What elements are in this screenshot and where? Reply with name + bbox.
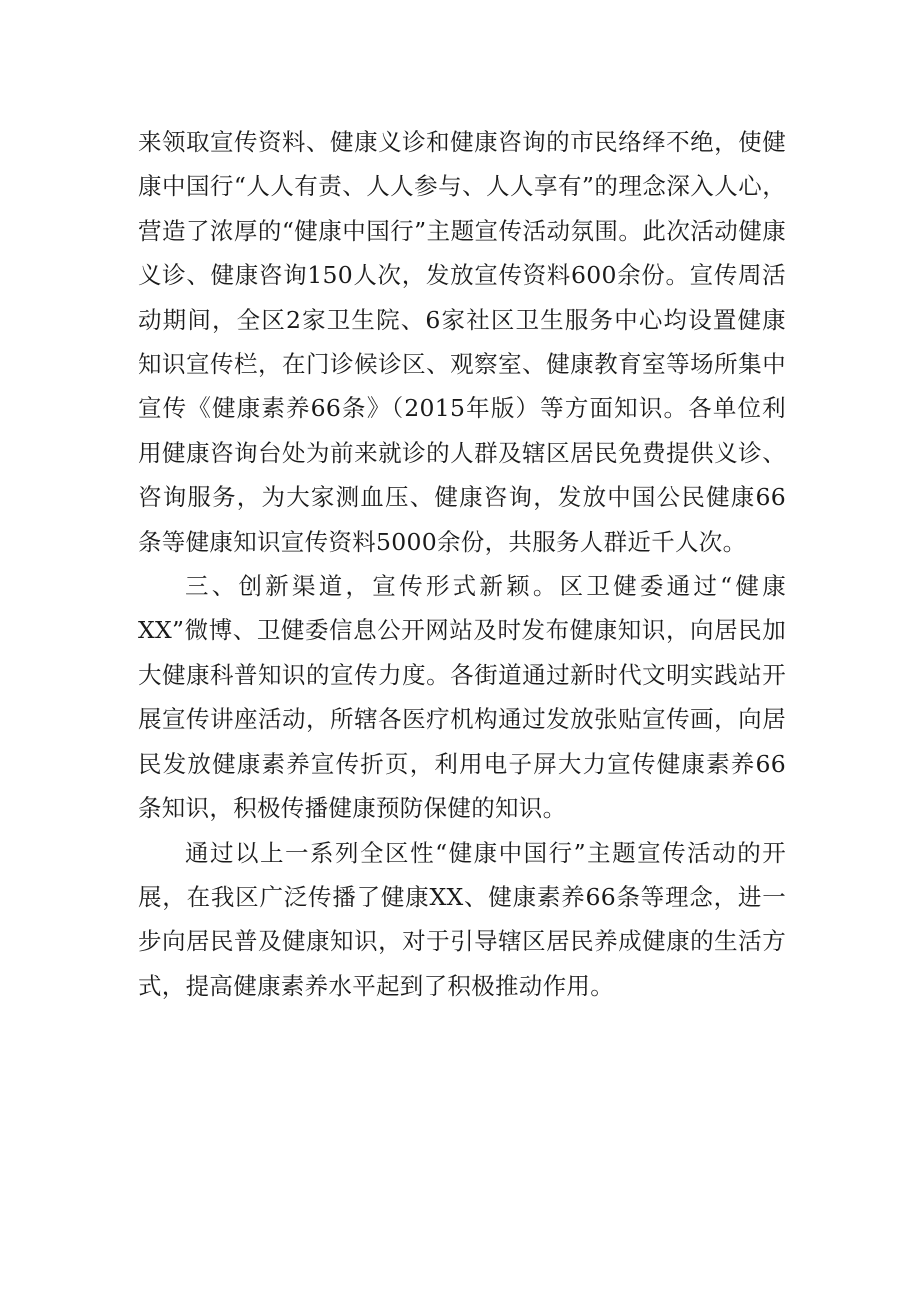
paragraph-conclusion: 通过以上一系列全区性“健康中国行”主题宣传活动的开展，在我区广泛传播了健康XX、健康素养66条等理念，进一步向居民普及健康知识，对于引导辖区居民养成健康的生活方式，提高健康素养水平起到了积极推动作用。 (138, 838, 786, 1000)
document-page (138, 120, 786, 1008)
paragraph-section-three: 三、创新渠道，宣传形式新颖。区卫健委通过“健康XX”微博、卫健委信息公开网站及时发布健康知识，向居民加大健康科普知识的宣传力度。各街道通过新时代文明实践站开展宣传讲座活动，所辖各医疗机构通过发放张贴宣传画，向居民发放健康素养宣传折页，利用电子屏大力宣传健康素养66条知识，积极传播健康预防保健的知识。 (138, 572, 786, 823)
paragraph-continuation: 来领取宣传资料、健康义诊和健康咨询的市民络绎不绝，使健康中国行“人人有责、人人参与、人人享有”的理念深入人心，营造了浓厚的“健康中国行”主题宣传活动氛围。此次活动健康义诊、健康咨询150人次，发放宣传资料600余份。宣传周活动期间，全区2家卫生院、6家社区卫生服务中心均设置健康知识宣传栏，在门诊候诊区、观察室、健康教育室等场所集中宣传《健康素养66条》（2015年版）等方面知识。各单位利用健康咨询台处为前来就诊的人群及辖区居民免费提供义诊、咨询服务，为大家测血压、健康咨询，发放中国公民健康66条等健康知识宣传资料5000余份，共服务人群近千人次。 (138, 128, 786, 556)
